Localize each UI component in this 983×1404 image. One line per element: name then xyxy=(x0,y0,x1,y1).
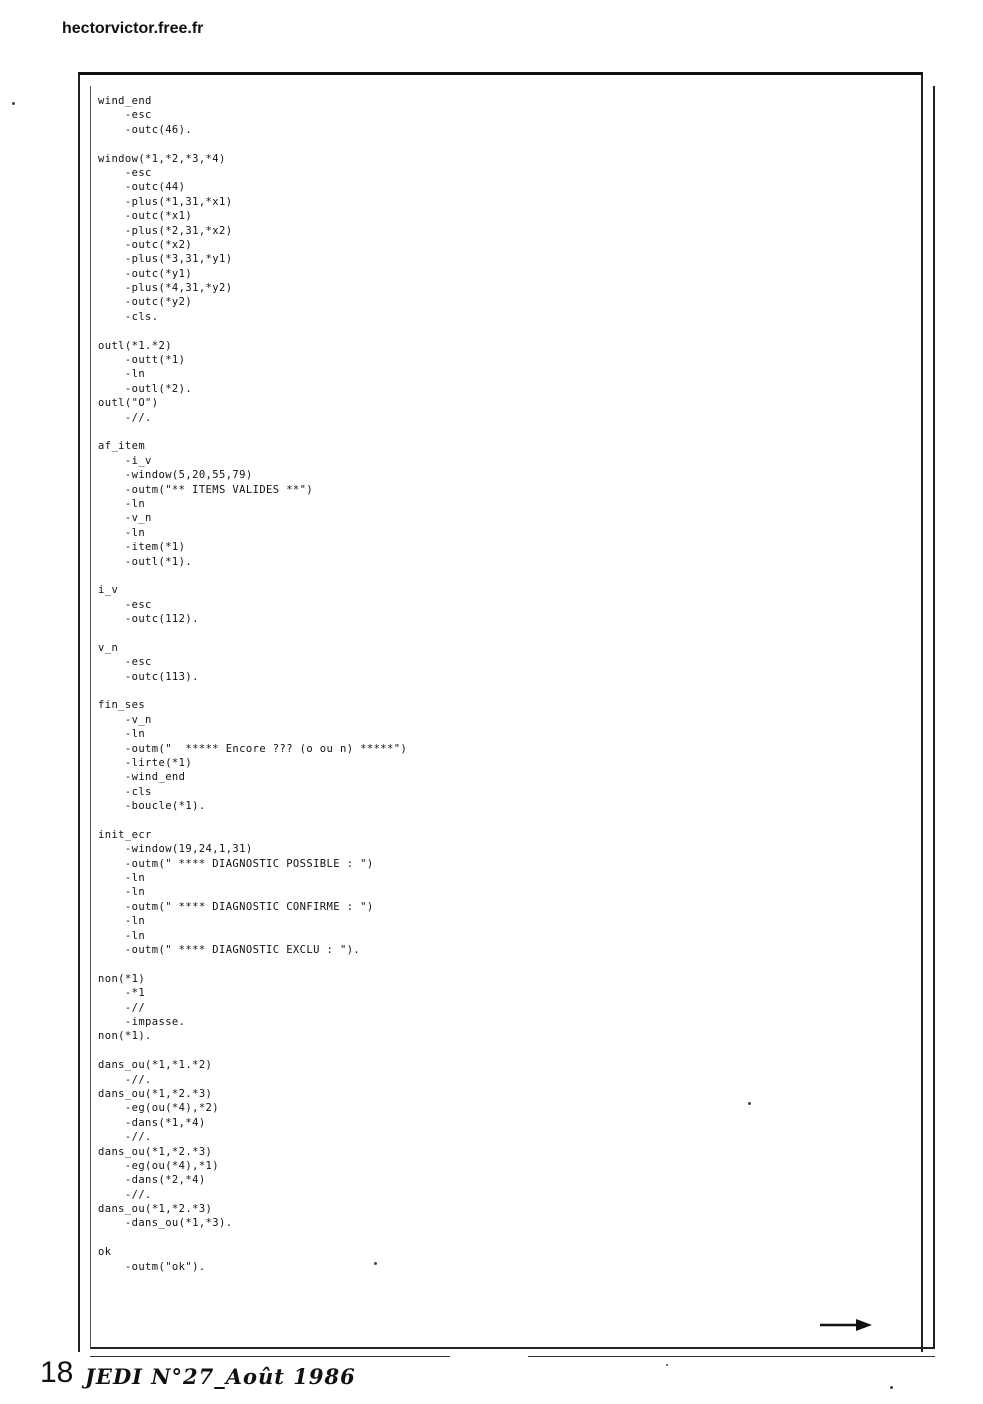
code-line: -impasse. xyxy=(98,1016,186,1028)
code-line: af_item xyxy=(98,440,146,453)
code-line: -ln xyxy=(98,368,146,381)
code-line: -dans(*1,*4) xyxy=(98,1116,206,1129)
code-line: -outl(*1). xyxy=(98,555,193,568)
code-line: -outm("ok"). xyxy=(98,1260,206,1273)
code-line: ok xyxy=(98,1246,112,1259)
code-line: -outc(*x2) xyxy=(98,238,193,251)
code-line: i_v xyxy=(98,584,119,597)
code-line: -//. xyxy=(98,411,152,424)
code-line: -outm(" ***** Encore ??? (o ou n) *****") xyxy=(98,742,408,755)
code-line: -boucle(*1). xyxy=(98,800,206,813)
code-line: -cls xyxy=(98,785,152,798)
code-line: -ln xyxy=(98,526,146,539)
code-line: non(*1) xyxy=(98,972,146,985)
code-line: non(*1). xyxy=(98,1030,152,1043)
code-line: -outm("** ITEMS VALIDES **") xyxy=(98,483,314,496)
code-line: -dans_ou(*1,*3). xyxy=(98,1217,233,1230)
code-line: -outm(" **** DIAGNOSTIC EXCLU : "). xyxy=(98,944,361,957)
code-line xyxy=(98,324,407,338)
code-line: wind_end xyxy=(98,95,152,107)
code-line: -wind_end xyxy=(98,771,186,784)
code-line: -// xyxy=(98,1001,146,1014)
code-line xyxy=(98,626,407,640)
frame-bottom-edge xyxy=(90,1347,935,1349)
code-line: -i_v xyxy=(98,454,152,467)
code-line: -outc(*x1) xyxy=(98,210,193,223)
code-line: -eg(ou(*4),*1) xyxy=(98,1159,219,1172)
code-line: -window(5,20,55,79) xyxy=(98,469,253,482)
code-line: dans_ou(*1,*1.*2) xyxy=(98,1059,213,1072)
code-line xyxy=(98,425,407,439)
code-line: -esc xyxy=(98,656,152,669)
code-line xyxy=(98,569,407,583)
page-number: 18 xyxy=(40,1356,74,1389)
code-line: -outc(*y1) xyxy=(98,267,193,280)
code-line: -ln xyxy=(98,929,146,942)
code-line: init_ecr xyxy=(98,828,152,841)
right-arrow-icon xyxy=(820,1318,872,1332)
code-line: -outm(" **** DIAGNOSTIC CONFIRME : ") xyxy=(98,900,374,913)
handwritten-footer: JEDI N°27_Août 1986 xyxy=(85,1364,356,1389)
code-line: -plus(*3,31,*y1) xyxy=(98,253,233,266)
scan-speck xyxy=(12,102,15,105)
code-line xyxy=(98,1231,407,1245)
code-line: dans_ou(*1,*2.*3) xyxy=(98,1203,213,1216)
frame-inner-left-edge xyxy=(90,86,91,1348)
code-line: -esc xyxy=(98,109,152,122)
code-line: -//. xyxy=(98,1073,152,1086)
code-line: -outl(*2). xyxy=(98,382,193,395)
code-line: -//. xyxy=(98,1131,152,1144)
footer-rule-right xyxy=(528,1356,935,1357)
code-line xyxy=(98,814,407,828)
code-line: -plus(*2,31,*x2) xyxy=(98,224,233,237)
code-listing xyxy=(98,94,407,1274)
code-line: -//. xyxy=(98,1188,152,1201)
code-line: -outm(" **** DIAGNOSTIC POSSIBLE : ") xyxy=(98,857,374,870)
code-line: -outc(113). xyxy=(98,670,199,683)
code-line: outl("O") xyxy=(98,397,159,410)
site-header: hectorvictor.free.fr xyxy=(62,20,204,37)
scan-speck xyxy=(890,1386,893,1389)
code-line: -plus(*4,31,*y2) xyxy=(98,282,233,295)
frame-inner-right-edge xyxy=(933,86,935,1348)
code-line: -lirte(*1) xyxy=(98,756,193,769)
code-line: -item(*1) xyxy=(98,541,186,554)
code-line: -plus(*1,31,*x1) xyxy=(98,195,233,208)
scan-speck xyxy=(748,1102,751,1105)
code-line: -ln xyxy=(98,872,146,885)
code-line xyxy=(98,1044,407,1058)
code-line: -dans(*2,*4) xyxy=(98,1174,206,1187)
code-line: -eg(ou(*4),*2) xyxy=(98,1102,219,1115)
code-line: dans_ou(*1,*2.*3) xyxy=(98,1087,213,1100)
code-line: -*1 xyxy=(98,987,146,1000)
code-line: -outc(44) xyxy=(98,181,186,194)
code-line: -ln xyxy=(98,497,146,510)
code-line: v_n xyxy=(98,641,119,654)
code-line: fin_ses xyxy=(98,699,146,712)
code-line xyxy=(98,137,407,151)
code-line: -v_n xyxy=(98,713,152,726)
code-line xyxy=(98,957,407,971)
code-line: -ln xyxy=(98,728,146,741)
code-line: -outc(*y2) xyxy=(98,296,193,309)
scan-speck xyxy=(374,1262,377,1265)
code-line: -outt(*1) xyxy=(98,354,186,367)
scan-speck xyxy=(666,1364,668,1366)
code-line: -outc(112). xyxy=(98,613,199,626)
code-line: -v_n xyxy=(98,512,152,525)
code-line: -cls. xyxy=(98,310,159,323)
code-line xyxy=(98,684,407,698)
code-line: outl(*1.*2) xyxy=(98,339,172,352)
code-line: -window(19,24,1,31) xyxy=(98,843,253,856)
code-line: -ln xyxy=(98,915,146,928)
code-line: -ln xyxy=(98,886,146,899)
code-line: -outc(46). xyxy=(98,123,193,136)
code-line: -esc xyxy=(98,598,152,611)
footer-rule-left xyxy=(90,1356,450,1357)
code-line: dans_ou(*1,*2.*3) xyxy=(98,1145,213,1158)
code-line: -esc xyxy=(98,166,152,179)
code-line: window(*1,*2,*3,*4) xyxy=(98,152,226,165)
